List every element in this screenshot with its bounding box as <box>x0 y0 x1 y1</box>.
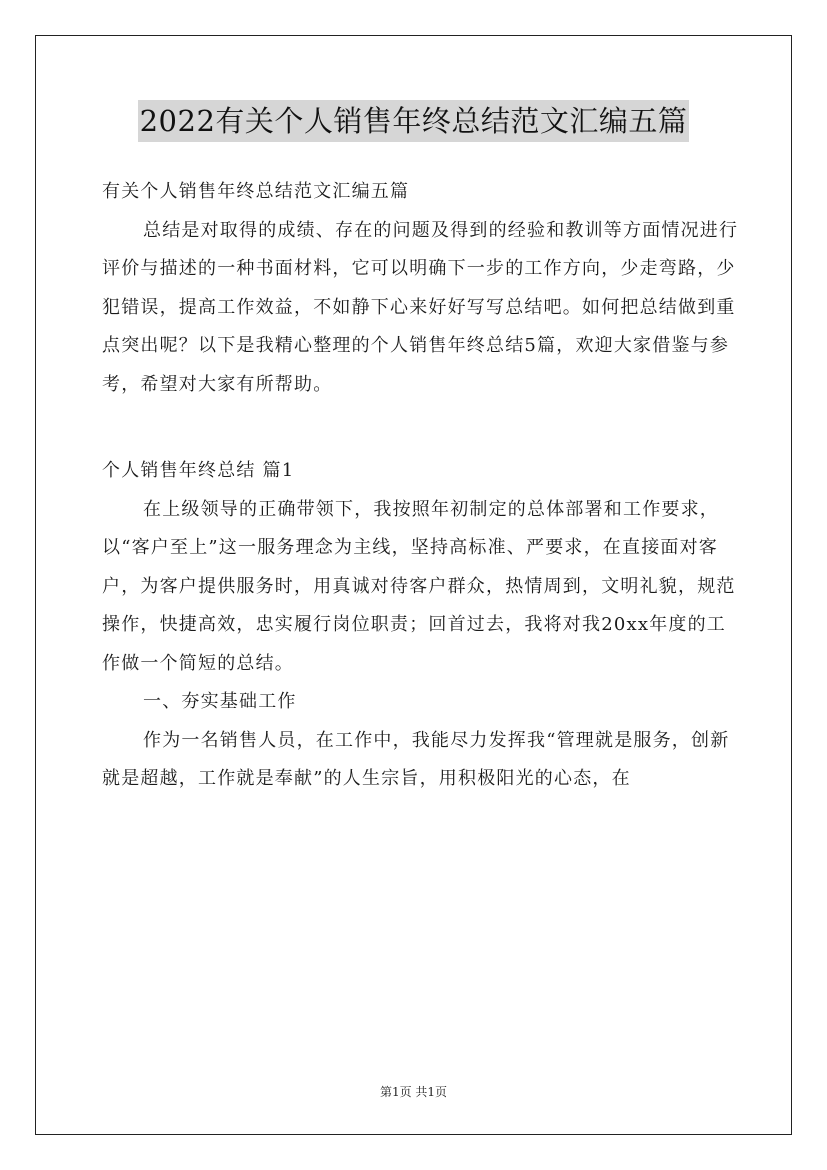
page-footer: 第1页 共1页 <box>379 1085 448 1099</box>
section-gap <box>102 404 742 452</box>
intro-paragraph: 总结是对取得的成绩、存在的问题及得到的经验和教训等方面情况进行评价与描述的一种书面材料，它可以明确下一步的工作方向，少走弯路，少犯错误，提高工作效益，不如静下心来好好写写总结吧。如何把总结做到重点突出呢？以下是我精心整理的个人销售年终总结5篇，欢迎大家借鉴与参考，希望对大家有所帮助。 <box>102 219 739 395</box>
document-title: 2022有关个人销售年终总结范文汇编五篇 <box>138 100 690 142</box>
document-body <box>102 173 742 799</box>
body-paragraph-2: 作为一名销售人员，在工作中，我能尽力发挥我“管理就是服务，创新就是超越，工作就是奉献”的人生宗旨，用积极阳光的心态，在 <box>102 729 730 789</box>
title-container <box>0 100 827 142</box>
body-paragraph: 在上级领导的正确带领下，我按照年初制定的总体部署和工作要求，以“客户至上”这一服务理念为主线，坚持高标准、严要求，在直接面对客户，为客户提供服务时，用真诚对待客户群众，热情周到，文明礼貌，规范操作，快捷高效，忠实履行岗位职责；回首过去，我将对我20xx年度的工作做一个简短的总结。 <box>102 498 736 674</box>
subheading: 一、夯实基础工作 <box>143 691 297 712</box>
document-subtitle: 有关个人销售年终总结范文汇编五篇 <box>102 181 410 202</box>
section-heading: 个人销售年终总结 篇1 <box>102 460 295 481</box>
